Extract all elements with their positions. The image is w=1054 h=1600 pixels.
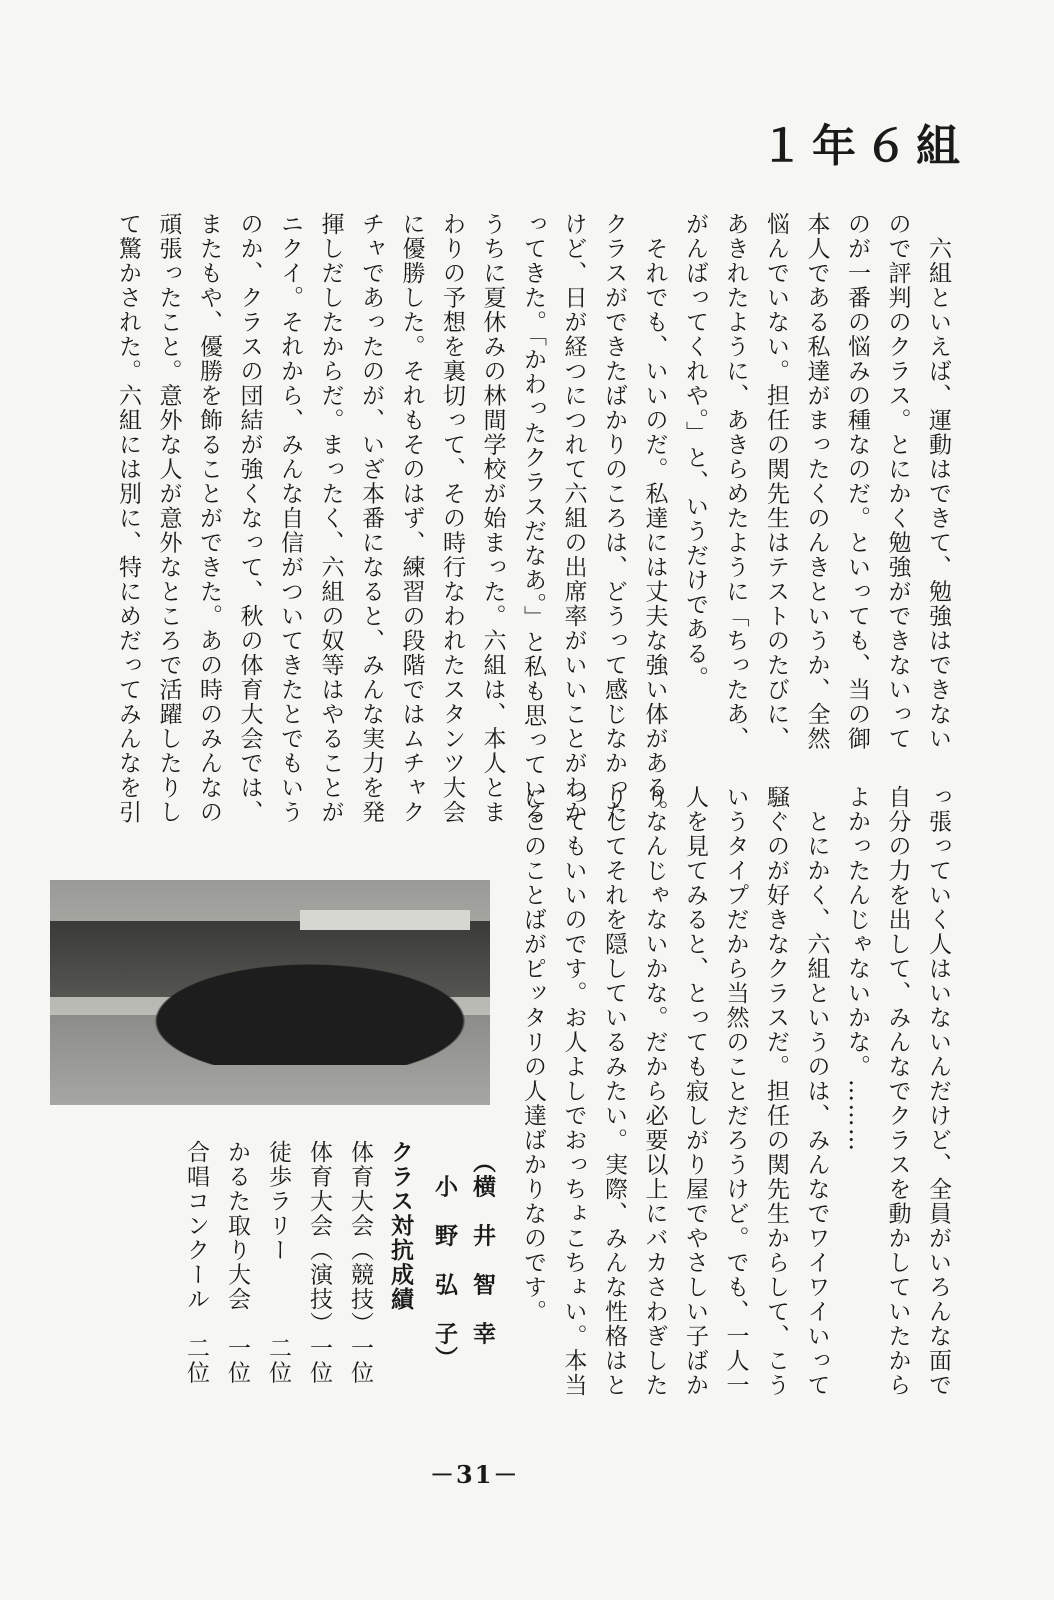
- result-row: 体育大会（競技）一位: [347, 1140, 373, 1385]
- photo-building-roof: [300, 910, 470, 930]
- article-line: ってもいいのです。お人よしでおっちょこちょい。本当: [560, 785, 587, 1398]
- article-line: のが一番の悩みの種なのだ。といっても、当の御: [844, 212, 870, 751]
- article-line: 騒ぐのが好きなクラスだ。担任の関先生からして、こう: [763, 785, 789, 1398]
- article-line: それでも、いいのだ。私達には丈夫な強い体がある。: [641, 212, 668, 825]
- article-line: にこのことばがピッタリの人達ばかりなのです。: [520, 785, 546, 1324]
- article-line: て驚かされた。六組には別に、特にめだってみんなを引: [115, 212, 141, 825]
- article-line: ので評判のクラス。とにかく勉強ができないって: [884, 212, 911, 751]
- page-number: －31－: [430, 1460, 520, 1489]
- results-heading: クラス対抗成績: [387, 1140, 414, 1312]
- article-line: ニクイ。それから、みんな自信がついてきたとでもいう: [277, 212, 303, 825]
- article-line: のか、クラスの団結が強くなって、秋の体育大会では、: [236, 212, 263, 825]
- result-row: かるた取り大会 一位: [224, 1140, 250, 1385]
- article-line: けど、日が経つにつれて六組の出席率がいいことがわか: [560, 212, 587, 825]
- article-line: がんばってくれや。」と、いうだけである。: [682, 212, 708, 691]
- article-line: に優勝した。それもそのはず、練習の段階ではムチャク: [398, 212, 425, 825]
- photo-students-group: [130, 955, 490, 1065]
- article-line: よかったんじゃないかな。………: [844, 785, 870, 1153]
- result-row: 徒歩ラリー 二位: [265, 1140, 291, 1385]
- article-line: 六組といえば、運動はできて、勉強はできない: [925, 212, 951, 751]
- article-line: 頑張ったこと。意外な人が意外なところで活躍したりし: [155, 212, 182, 825]
- article-line: 自分の力を出して、みんなでクラスを動かしていたから: [884, 785, 911, 1398]
- author-name-1: （横 井 智 幸: [469, 1150, 496, 1346]
- article-line: あきれたように、あきらめたように「ちったあ、: [722, 212, 749, 751]
- article-line: わりの予想を裏切って、その時行なわれたスタンツ大会: [439, 212, 465, 825]
- article-line: 揮しだしたからだ。まったく、六組の奴等はやることが: [317, 212, 344, 825]
- article-line: 本人である私達がまったくのんきというか、全然: [803, 212, 830, 751]
- article-line: またもや、優勝を飾ることができた。あの時のみんなの: [196, 212, 222, 825]
- article-line: りなんじゃないかな。だから必要以上にバカさわぎした: [641, 785, 668, 1398]
- article-line: うちに夏休みの林間学校が始まった。六組は、本人とま: [479, 212, 506, 825]
- article-line: 悩んでいない。担任の関先生はテストのたびに、: [763, 212, 789, 751]
- article-line: クラスができたばかりのころは、どうって感じなかった: [601, 212, 627, 825]
- article-line: っ張っていく人はいないんだけど、全員がいろんな面で: [925, 785, 951, 1398]
- result-row: 合唱コンクール 二位: [183, 1140, 209, 1385]
- article-line: りしてそれを隠しているみたい。実際、みんな性格はと: [601, 785, 627, 1398]
- author-name-2: 小 野 弘 子）: [431, 1150, 458, 1371]
- class-group-photo: [50, 880, 490, 1105]
- article-line: とにかく、六組というのは、みんなでワイワイいって: [803, 785, 830, 1398]
- article-line: 人を見てみると、とっても寂しがり屋でやさしい子ばか: [682, 785, 708, 1398]
- page-title: １年６組: [760, 121, 968, 172]
- result-row: 体育大会（演技）一位: [306, 1140, 332, 1385]
- article-line: チャであったのが、いざ本番になると、みんな実力を発: [358, 212, 384, 825]
- article-line: ってきた。「かわったクラスだなあ。」と私も思っている: [520, 212, 546, 826]
- article-line: いうタイプだから当然のことだろうけど。でも、一人一: [722, 785, 749, 1398]
